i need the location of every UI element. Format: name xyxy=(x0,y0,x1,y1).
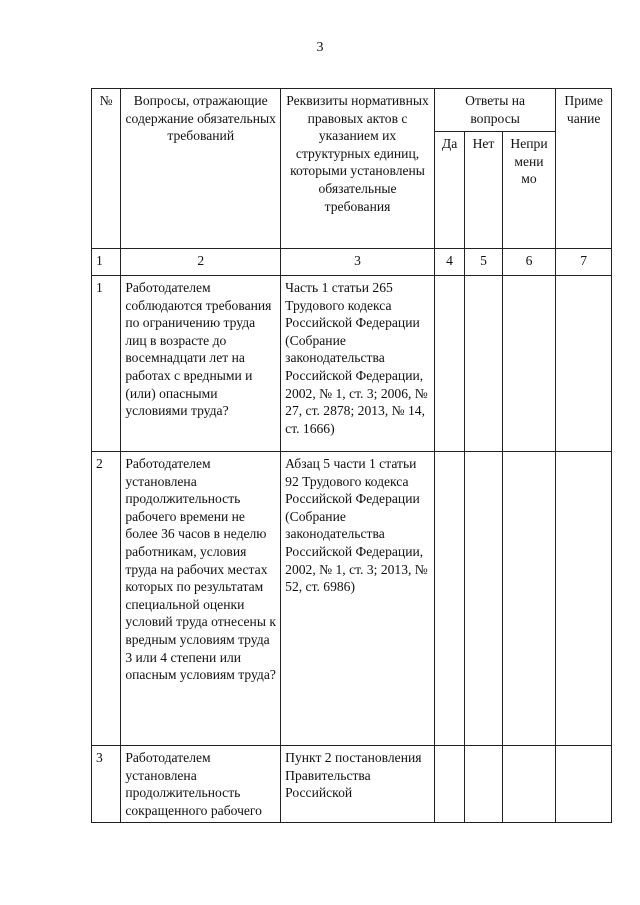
column-number: 5 xyxy=(465,249,502,276)
note-cell xyxy=(556,452,612,746)
answer-no-cell xyxy=(465,452,502,746)
header-row xyxy=(92,89,612,132)
page-number: 3 xyxy=(316,40,324,55)
table-row xyxy=(92,746,612,823)
row-requisites: Часть 1 статьи 265 Трудового кодекса Российской Федерации (Собрание законодательства Российской Федерации, 2002, № 1, ст. 3; 2006, № 27, ст. 2878; 2013, № 14, ст. 1666) xyxy=(281,276,435,452)
header-requisites: Реквизиты нормативных правовых актов с указанием их структурных единиц, которыми установлены обязательные требования xyxy=(281,89,435,249)
header-answers: Ответы на вопросы xyxy=(434,89,555,132)
column-number-row xyxy=(92,249,612,276)
row-requisites: Абзац 5 части 1 статьи 92 Трудового кодекса Российской Федерации (Собрание законодательства Российской Федерации, 2002, № 1, ст. 3; 2013, № 52, ст. 6986) xyxy=(281,452,435,746)
answer-na-cell xyxy=(502,276,556,452)
answer-no-cell xyxy=(465,276,502,452)
checklist-table xyxy=(91,88,612,823)
column-number: 2 xyxy=(121,249,281,276)
row-number: 1 xyxy=(92,276,121,452)
row-number: 2 xyxy=(92,452,121,746)
answer-na-cell xyxy=(502,452,556,746)
row-question: Работодателем установлена продолжительность рабочего времени не более 36 часов в неделю работникам, условия труда на рабочих местах которых по результатам специальной оценки условий труда отнесены к вредным условиям труда 3 или 4 степени или опасным условиям труда? xyxy=(121,452,281,746)
column-number: 4 xyxy=(434,249,464,276)
row-requisites: Пункт 2 постановления Правительства Российской xyxy=(281,746,435,823)
row-number: 3 xyxy=(92,746,121,823)
answer-no-cell xyxy=(465,746,502,823)
column-number: 1 xyxy=(92,249,121,276)
row-question: Работодателем установлена продолжительность сокращенного рабочего xyxy=(121,746,281,823)
answer-yes-cell xyxy=(434,452,464,746)
header-yes: Да xyxy=(434,132,464,249)
note-cell xyxy=(556,746,612,823)
table-row xyxy=(92,276,612,452)
header-question: Вопросы, отражающие содержание обязательных требований xyxy=(121,89,281,249)
column-number: 7 xyxy=(556,249,612,276)
row-question: Работодателем соблюдаются требования по ограничению труда лиц в возрасте до восемнадцати лет на работах с вредными и (или) опасными условиями труда? xyxy=(121,276,281,452)
table-row xyxy=(92,452,612,746)
header-num: № xyxy=(92,89,121,249)
header-no: Нет xyxy=(465,132,502,249)
header-note: Приме чание xyxy=(556,89,612,249)
column-number: 3 xyxy=(281,249,435,276)
column-number: 6 xyxy=(502,249,556,276)
answer-yes-cell xyxy=(434,746,464,823)
answer-yes-cell xyxy=(434,276,464,452)
answer-na-cell xyxy=(502,746,556,823)
header-na: Непри мени мо xyxy=(502,132,556,249)
note-cell xyxy=(556,276,612,452)
